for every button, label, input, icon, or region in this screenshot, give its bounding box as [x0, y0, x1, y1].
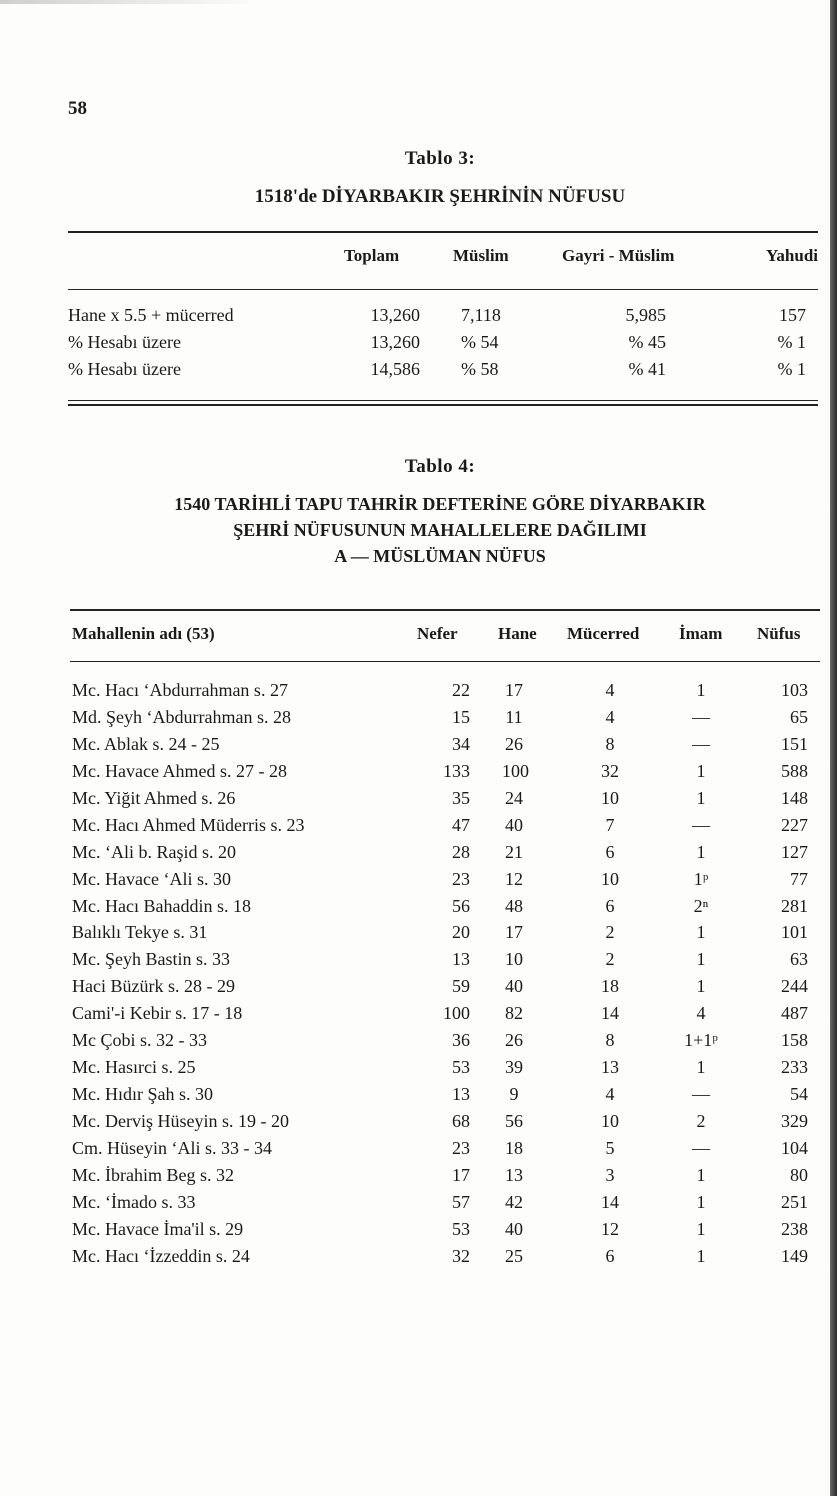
table4-row — [72, 1057, 822, 1084]
table4-row — [72, 734, 822, 761]
table3-cell-toplam: 14,586 — [370, 359, 420, 379]
table4-cell-mucerred: 6 — [605, 841, 615, 862]
table4-cell-nufus: 238 — [781, 1218, 808, 1239]
table3-header-yahudi: Yahudi — [766, 246, 818, 265]
table4-cell-nefer: 100 — [443, 1003, 470, 1024]
table4-row — [72, 896, 822, 923]
table4-cell-imam: 1 — [696, 1164, 706, 1185]
table4-cell-mucerred: 5 — [605, 1137, 615, 1158]
table4-cell-mucerred: 6 — [605, 1245, 615, 1266]
table4-cell-imam: 1+1ᵖ — [684, 1030, 718, 1051]
table4-cell-hane: 100 — [502, 760, 529, 781]
table4-cell-nufus: 329 — [781, 1111, 808, 1131]
table4-cell-nefer: 20 — [452, 922, 470, 943]
table4-cell-mahalle: Mc. Derviş Hüseyin s. 19 - 20 — [72, 1111, 289, 1131]
table4-cell-nufus: 104 — [781, 1137, 808, 1158]
table4-header-mahalle: Mahallenin adı (53) — [72, 624, 215, 643]
table4-title-line-1: 1540 TARİHLİ TAPU TAHRİR DEFTERİNE GÖRE DİYARBAKIR — [174, 494, 706, 514]
table4-cell-mucerred: 10 — [601, 1111, 619, 1131]
table4-row — [72, 707, 822, 734]
table4-top-rule — [70, 609, 820, 611]
table4-cell-hane: 13 — [505, 1164, 523, 1185]
table4-cell-imam: 1 — [696, 949, 706, 970]
table4-cell-mahalle: Mc. ʻAli b. Raşid s. 20 — [72, 841, 236, 862]
table4-cell-mucerred: 12 — [601, 1218, 619, 1239]
table4-cell-imam: — — [692, 733, 710, 754]
table4-cell-hane: 40 — [505, 1218, 523, 1239]
table4-cell-mucerred: 2 — [605, 922, 615, 943]
table4-cell-nefer: 53 — [452, 1057, 470, 1078]
table4-cell-mucerred: 7 — [605, 814, 615, 835]
table4-cell-hane: 25 — [505, 1245, 523, 1266]
table4-cell-nufus: 251 — [781, 1191, 808, 1212]
table3-cell-gayri-muslim: 5,985 — [625, 305, 666, 325]
table4-row — [72, 815, 822, 842]
table3-cell-yahudi: 157 — [779, 305, 806, 325]
table4-cell-nefer: 22 — [452, 680, 470, 700]
table4-header-nufus: Nüfus — [757, 624, 801, 643]
table4-header-hane: Hane — [498, 624, 537, 643]
table4-cell-hane: 26 — [505, 733, 523, 754]
table4-cell-nufus: 65 — [790, 706, 808, 727]
table4-cell-nufus: 227 — [781, 814, 808, 835]
table4-cell-nefer: 17 — [452, 1164, 470, 1185]
table4-row — [72, 761, 822, 788]
table3-cell-label: % Hesabı üzere — [68, 359, 181, 379]
table4-cell-nefer: 68 — [452, 1111, 470, 1131]
table4-cell-nefer: 47 — [452, 814, 470, 835]
table3-header-gayri-muslim: Gayri - Müslim — [562, 246, 675, 265]
table3-header — [68, 246, 818, 270]
table4-cell-nufus: 244 — [781, 976, 808, 997]
table4-cell-nefer: 36 — [452, 1030, 470, 1051]
table3-cell-muslim: % 58 — [461, 359, 499, 379]
table4-cell-nufus: 487 — [781, 1003, 808, 1024]
table4-cell-mahalle: Haci Büzürk s. 28 - 29 — [72, 976, 235, 997]
table3-row — [68, 305, 818, 329]
table4-row — [72, 1219, 822, 1246]
table4-cell-hane: 12 — [505, 868, 523, 889]
table4-cell-hane: 10 — [505, 949, 523, 970]
table4-cell-imam: 2 — [696, 1111, 706, 1131]
table4-cell-mahalle: Mc. Havace İma'il s. 29 — [72, 1218, 244, 1239]
table4-cell-mucerred: 10 — [601, 787, 619, 808]
table4-cell-imam: 1 — [696, 922, 706, 943]
page-number: 58 — [68, 98, 87, 119]
table4-cell-nefer: 32 — [452, 1245, 470, 1266]
table4-header-mucerred: Mücerred — [567, 624, 640, 643]
table4-cell-nefer: 13 — [452, 949, 470, 970]
table4-cell-imam: 1ᵖ — [693, 868, 709, 889]
table4-row — [72, 1003, 822, 1030]
scan-edge-shadow — [0, 0, 260, 4]
table3-cell-label: Hane x 5.5 + mücerred — [68, 305, 234, 325]
table4-cell-hane: 11 — [505, 706, 523, 727]
table3-top-rule — [68, 231, 818, 233]
table3-cell-gayri-muslim: % 41 — [628, 359, 666, 379]
table4-cell-imam: 1 — [696, 841, 706, 862]
table4-cell-imam: 1 — [696, 1057, 706, 1078]
table4-cell-hane: 40 — [505, 814, 523, 835]
table4-title-line-3: A — MÜSLÜMAN NÜFUS — [334, 546, 546, 566]
table4-cell-mahalle: Mc. Havace Ahmed s. 27 - 28 — [72, 760, 287, 781]
table4-cell-imam: — — [692, 1084, 710, 1105]
table4-cell-nufus: 101 — [781, 922, 808, 943]
table4-cell-mucerred: 18 — [601, 976, 619, 997]
table4-header — [72, 624, 822, 650]
table4-cell-mucerred: 14 — [601, 1191, 619, 1212]
table4-cell-mahalle: Mc. ʻİmado s. 33 — [72, 1191, 196, 1212]
table4-cell-mucerred: 13 — [601, 1057, 619, 1078]
table3-title: 1518'de DİYARBAKIR ŞEHRİNİN NÜFUSU — [254, 186, 626, 207]
table4-cell-mahalle: Mc. Hacı ʻİzzeddin s. 24 — [72, 1245, 250, 1266]
table3-cell-toplam: 13,260 — [370, 332, 420, 352]
table4-cell-nufus: 151 — [781, 733, 808, 754]
table3-cell-label: % Hesabı üzere — [68, 332, 181, 352]
table4-cell-imam: 4 — [696, 1003, 706, 1024]
table3-bottom-rule-2 — [68, 404, 818, 406]
table3-header-muslim: Müslim — [453, 246, 509, 265]
table4-cell-mucerred: 14 — [601, 1003, 619, 1024]
table4-cell-mahalle: Mc Çobi s. 32 - 33 — [72, 1030, 207, 1051]
table4-cell-mahalle: Mc. İbrahim Beg s. 32 — [72, 1164, 234, 1185]
table4-cell-imam: 1 — [696, 760, 706, 781]
table4-row — [72, 922, 822, 949]
table4-cell-nufus: 281 — [781, 895, 808, 916]
table4-cell-nefer: 53 — [452, 1218, 470, 1239]
table4-cell-imam: 1 — [696, 787, 706, 808]
table4-cell-nufus: 149 — [781, 1245, 808, 1266]
table4-cell-hane: 82 — [505, 1003, 523, 1024]
table4-cell-hane: 9 — [509, 1084, 519, 1105]
table4-cell-hane: 26 — [505, 1030, 523, 1051]
table4-header-nefer: Nefer — [417, 624, 458, 643]
table4-cell-nefer: 13 — [452, 1084, 470, 1105]
table4-cell-mahalle: Mc. Şeyh Bastin s. 33 — [72, 949, 231, 970]
table4-cell-hane: 18 — [505, 1137, 523, 1158]
table4-cell-mahalle: Md. Şeyh ʻAbdurrahman s. 28 — [72, 706, 291, 727]
table4-row — [72, 788, 822, 815]
table4-label: Tablo 4: — [404, 456, 476, 477]
table4-cell-hane: 48 — [505, 895, 523, 916]
table4-cell-nefer: 28 — [452, 841, 470, 862]
table4-cell-nefer: 35 — [452, 787, 470, 808]
table4-cell-nufus: 233 — [781, 1057, 808, 1078]
table4-cell-nefer: 23 — [452, 868, 470, 889]
table4-cell-nufus: 148 — [781, 787, 808, 808]
table3-cell-muslim: 7,118 — [461, 305, 501, 325]
table4-cell-hane: 21 — [505, 841, 523, 862]
table3-header-toplam: Toplam — [344, 246, 400, 265]
table4-cell-nefer: 57 — [452, 1191, 470, 1212]
table4-cell-hane: 56 — [505, 1111, 523, 1131]
table4-cell-mucerred: 4 — [605, 706, 615, 727]
table4-cell-imam: 1 — [696, 1218, 706, 1239]
table4-cell-hane: 17 — [505, 922, 523, 943]
table4-cell-mucerred: 2 — [605, 949, 615, 970]
table4-row — [72, 1138, 822, 1165]
table4-cell-mucerred: 3 — [605, 1164, 615, 1185]
table4-row — [72, 680, 822, 707]
table4-cell-nefer: 15 — [452, 706, 470, 727]
table4-row — [72, 1084, 822, 1111]
table4-cell-mahalle: Mc. Hacı ʻAbdurrahman s. 27 — [72, 680, 288, 700]
table4-cell-mahalle: Mc. Ablak s. 24 - 25 — [72, 733, 220, 754]
table3-label: Tablo 3: — [404, 148, 476, 169]
table3-cell-muslim: % 54 — [461, 332, 499, 352]
table4-cell-mucerred: 10 — [601, 868, 619, 889]
table3-header-rule — [68, 289, 818, 290]
table3-cell-yahudi: % 1 — [777, 332, 806, 352]
table4-cell-imam: 1 — [696, 1191, 706, 1212]
table4-cell-imam: — — [692, 706, 710, 727]
table4-cell-mucerred: 32 — [601, 760, 619, 781]
table4-row — [72, 1165, 822, 1192]
table4-row — [72, 976, 822, 1003]
table4-cell-imam: — — [692, 1137, 710, 1158]
table4-cell-nufus: 77 — [790, 868, 808, 889]
table3-cell-toplam: 13,260 — [370, 305, 420, 325]
table4-cell-mahalle: Cami'-i Kebir s. 17 - 18 — [72, 1003, 243, 1024]
table4-cell-mahalle: Mc. Hacı Bahaddin s. 18 — [72, 895, 251, 916]
table4-row — [72, 949, 822, 976]
table4-cell-imam: 1 — [696, 976, 706, 997]
table4-cell-imam: 2ⁿ — [693, 895, 709, 916]
table4-cell-hane: 17 — [505, 680, 523, 700]
table4-cell-mucerred: 8 — [605, 733, 615, 754]
table4-cell-mahalle: Mc. Hıdır Şah s. 30 — [72, 1084, 213, 1105]
table4-cell-mucerred: 4 — [605, 680, 615, 700]
table4-row — [72, 1192, 822, 1219]
table4-row — [72, 1030, 822, 1057]
table4-row — [72, 1246, 822, 1273]
table4-header-imam: İmam — [679, 624, 723, 643]
table4-cell-hane: 42 — [505, 1191, 523, 1212]
table3-cell-yahudi: % 1 — [777, 359, 806, 379]
table4-cell-nufus: 54 — [790, 1084, 808, 1105]
table4-cell-imam: 1 — [696, 680, 706, 700]
table3-cell-gayri-muslim: % 45 — [628, 332, 666, 352]
table4-cell-hane: 24 — [505, 787, 523, 808]
table4-cell-nefer: 59 — [452, 976, 470, 997]
table4-cell-mahalle: Mc. Yiğit Ahmed s. 26 — [72, 787, 236, 808]
table4-cell-imam: 1 — [696, 1245, 706, 1266]
table4-cell-mahalle: Mc. Hacı Ahmed Müderris s. 23 — [72, 814, 305, 835]
table4-cell-mahalle: Cm. Hüseyin ʻAli s. 33 - 34 — [72, 1137, 272, 1158]
table3-bottom-rule-1 — [68, 400, 818, 401]
table4-cell-hane: 39 — [505, 1057, 523, 1078]
table4-cell-mahalle: Mc. Havace ʻAli s. 30 — [72, 868, 231, 889]
table4-cell-imam: — — [692, 814, 710, 835]
table4-cell-nufus: 158 — [781, 1030, 808, 1051]
table4-body — [72, 680, 822, 1273]
table4-title-line-2: ŞEHRİ NÜFUSUNUN MAHALLELERE DAĞILIMI — [233, 520, 647, 540]
table4-row — [72, 1111, 822, 1138]
table4-cell-nefer: 23 — [452, 1137, 470, 1158]
table4-cell-nufus: 80 — [790, 1164, 808, 1185]
table4-cell-mucerred: 4 — [605, 1084, 615, 1105]
table3-row — [68, 332, 818, 356]
table4-cell-nufus: 588 — [781, 760, 808, 781]
table4-cell-mucerred: 6 — [605, 895, 615, 916]
table4-cell-nefer: 56 — [452, 895, 470, 916]
table4-cell-mahalle: Mc. Hasırci s. 25 — [72, 1057, 196, 1078]
table4-cell-mahalle: Balıklı Tekye s. 31 — [72, 922, 208, 943]
table4-header-rule — [70, 661, 820, 662]
table4-row — [72, 842, 822, 869]
table4-row — [72, 869, 822, 896]
table4-cell-nufus: 103 — [781, 680, 808, 700]
table4-cell-nefer: 34 — [452, 733, 470, 754]
table3-row — [68, 359, 818, 383]
table4-cell-mucerred: 8 — [605, 1030, 615, 1051]
page-binding-edge — [830, 0, 837, 1496]
table4-cell-hane: 40 — [505, 976, 523, 997]
table4-cell-nufus: 127 — [781, 841, 808, 862]
table4-cell-nufus: 63 — [790, 949, 808, 970]
table4-cell-nefer: 133 — [443, 760, 470, 781]
